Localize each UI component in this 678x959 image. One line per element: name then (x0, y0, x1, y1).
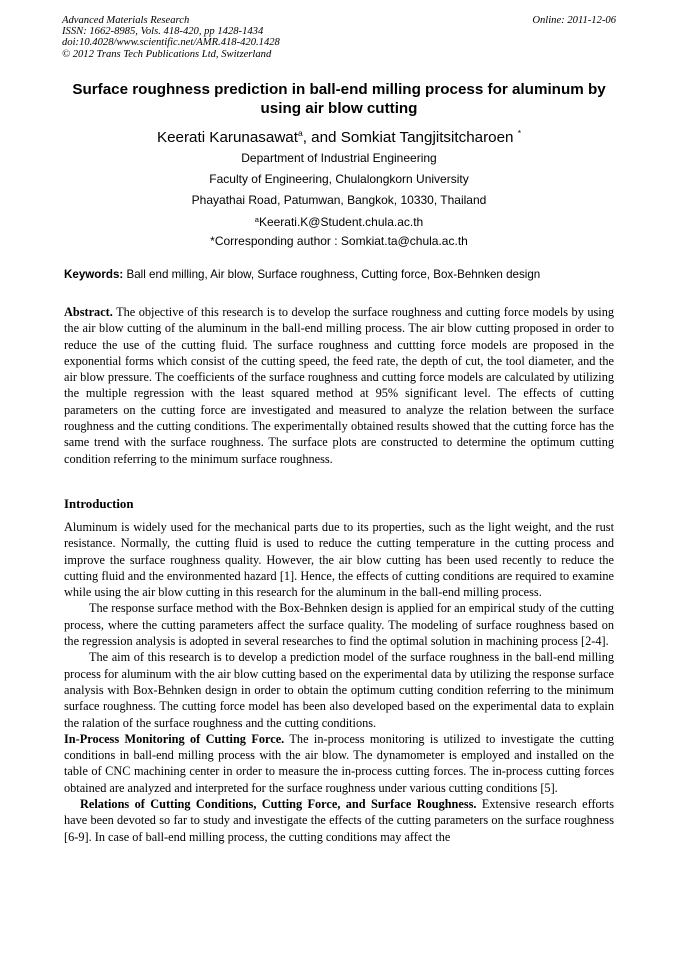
author-1: Keerati Karunasawat (156, 129, 298, 146)
abstract-text: The objective of this research is to develop the surface roughness and cutting force models by using the air blow cutting of the aluminum in the ball-end milling process. The air blow cutting proposed in order to reduce the use of the cutting fluid. The surface roughness and cuttting force models are proposed in the exponential forms which consist of the cutting speed, the feed rate, the depth of cut, the tool diameter, and the air blow pressure. The coefficients of the surface roughness and cutting force models are calculated by utilizing the multiple regression with the least squared method at 95% significant level. The effects of cutting parameters on the cutting force are investigated and measured to analyze the relation between the surface roughness and the cutting conditions. The experimentally obtained results showed that the cutting force has the same trend with the surface roughness. The surface plots are constructed to determine the optimum cutting condition referring to the minimum surface roughness. (64, 305, 614, 466)
affiliation-department: Department of Industrial Engineering (241, 151, 437, 165)
email-mark: a (254, 215, 259, 224)
intro-paragraph-3: The aim of this research is to develop a prediction model of the surface roughness in the ball-end milling process for aluminum with the air blow cutting based on the experimental data by utilizing the response surface analysis with Box-Behnken design in order to obtain the optimum cutting condition referring to the minimum surface roughness. The cutting force model has been also developed based on the experimental data to explain the ralation of the surface roughness and the cutting conditions. (64, 650, 614, 730)
keywords-text: Ball end milling, Air blow, Surface roughness, Cutting force, Box-Behnken design (123, 268, 541, 281)
journal-header (62, 15, 616, 60)
intro-paragraph-2: The response surface method with the Box-Behnken design is applied for an empirical study of the cutting process, where the cutting parameters affect the surface quality. The modeling of surface roughness based on the regression analysis is adopted in several researches to find the optimal solution in machining process [2-4]. (64, 601, 614, 649)
author-2: Somkiat Tangjitsitcharoen (340, 129, 514, 146)
journal-name: Advanced Materials Research (62, 15, 190, 26)
intro-paragraph-1: Aluminum is widely used for the mechanical parts due to its properties, such as the light weight, and the rust resistance. Normally, the cutting fluid is used to reduce the cutting temperature in the cutting process and improve the surface roughness quality. However, the air blow cutting has been used recently to reduce the cutting fluid and the environmented hazard [1]. Hence, the effects of cutting conditions are required to examine while using the air blow cutting in this research for the aluminum in the ball-end milling process. (64, 520, 614, 600)
author-joiner: , and (302, 129, 341, 146)
paper-title: Surface roughness prediction in ball-end milling process for aluminum by using air blow cutting (72, 81, 606, 117)
author-line (40, 124, 638, 147)
introduction-body (64, 519, 614, 845)
abstract (64, 304, 614, 467)
relations-text: Extensive research efforts have been devoted so far to study and investigate the effects of the cutting parameters on the surface roughness [6-9]. In case of ball-end milling process, the cutting conditions may affect the (64, 797, 614, 844)
introduction-heading: Introduction (64, 497, 134, 511)
monitoring-text: The in-process monitoring is utilized to investigate the cutting conditions in ball-end milling process with the air blow. The dynamometer is employed and installed on the table of CNC machining center in order to measure the in-process cutting forces. The in-process cutting forces obtained are analyzed and interpreted for the surface roughness under various cutting conditions [5]. (64, 731, 614, 795)
affiliation-faculty: Faculty of Engineering, Chulalongkorn University (209, 172, 469, 186)
affiliation-address: Phayathai Road, Patumwan, Bangkok, 10330, Thailand (191, 193, 487, 207)
intro-paragraph-4 (64, 731, 614, 796)
doi-line: doi:10.4028/www.scientific.net/AMR.418-420.1428 (62, 37, 280, 49)
abstract-label: Abstract. (64, 305, 113, 319)
online-date: Online: 2011-12-06 (532, 15, 616, 26)
corresponding-author: *Corresponding author : Somkiat.ta@chula.ac.th (210, 234, 468, 248)
keywords-label: Keywords: (64, 268, 124, 281)
copyright-line: © 2012 Trans Tech Publications Ltd, Switzerland (62, 48, 272, 60)
email-address: Keerati.K@Student.chula.ac.th (258, 215, 424, 229)
issn-line: ISSN: 1662-8985, Vols. 418-420, pp 1428-1434 (62, 26, 264, 38)
intro-paragraph-5 (64, 796, 614, 845)
author-2-mark: * (517, 128, 522, 138)
relations-subheading: Relations of Cutting Conditions, Cutting Force, and Surface Roughness. (80, 797, 477, 812)
author-email (40, 213, 638, 229)
author-1-mark: a (297, 128, 303, 138)
keywords (64, 268, 624, 282)
monitoring-subheading: In-Process Monitoring of Cutting Force. (64, 731, 285, 746)
